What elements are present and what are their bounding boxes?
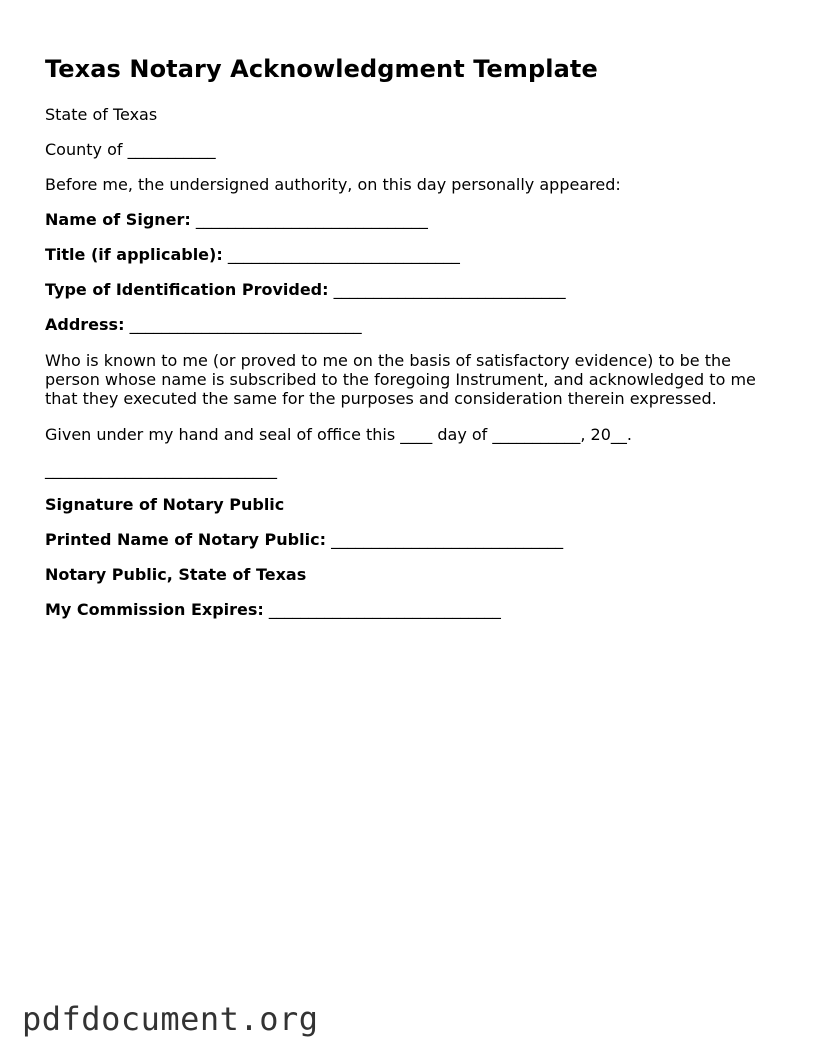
printed-name-blank: _____________________________ <box>331 530 564 549</box>
signature-line: _____________________________ <box>45 460 277 479</box>
title-field <box>45 245 460 264</box>
identification-field <box>45 280 566 299</box>
commission-blank: _____________________________ <box>268 600 501 619</box>
commission-label: My Commission Expires: <box>45 600 264 619</box>
printed-name-label: Printed Name of Notary Public: <box>45 530 326 549</box>
name-of-signer-blank: _____________________________ <box>195 210 428 229</box>
signature-label: Signature of Notary Public <box>45 495 285 514</box>
title-field-label: Title (if applicable): <box>45 245 223 264</box>
county-line: County of ___________ <box>45 140 216 159</box>
identification-label: Type of Identification Provided: <box>45 280 329 299</box>
address-blank: _____________________________ <box>129 315 362 334</box>
name-of-signer-label: Name of Signer: <box>45 210 191 229</box>
commission-field <box>45 600 501 619</box>
name-of-signer-field <box>45 210 428 229</box>
identification-blank: _____________________________ <box>333 280 566 299</box>
notary-state-line: Notary Public, State of Texas <box>45 565 307 584</box>
intro-line: Before me, the undersigned authority, on this day personally appeared: <box>45 175 621 194</box>
given-under-line: Given under my hand and seal of office this ____ day of ___________, 20__. <box>45 425 632 444</box>
title-field-blank: _____________________________ <box>227 245 460 264</box>
address-label: Address: <box>45 315 125 334</box>
document-title: Texas Notary Acknowledgment Template <box>45 55 598 83</box>
state-line: State of Texas <box>45 105 158 124</box>
address-field <box>45 315 362 334</box>
acknowledgment-statement: Who is known to me (or proved to me on the basis of satisfactory evidence) to be the person whose name is subscribed to the foregoing Instrument, and acknowledged to me that they executed the same for the purposes and consideration therein expressed. <box>45 351 756 408</box>
printed-name-field <box>45 530 563 549</box>
watermark-text: pdfdocument.org <box>22 1000 319 1038</box>
